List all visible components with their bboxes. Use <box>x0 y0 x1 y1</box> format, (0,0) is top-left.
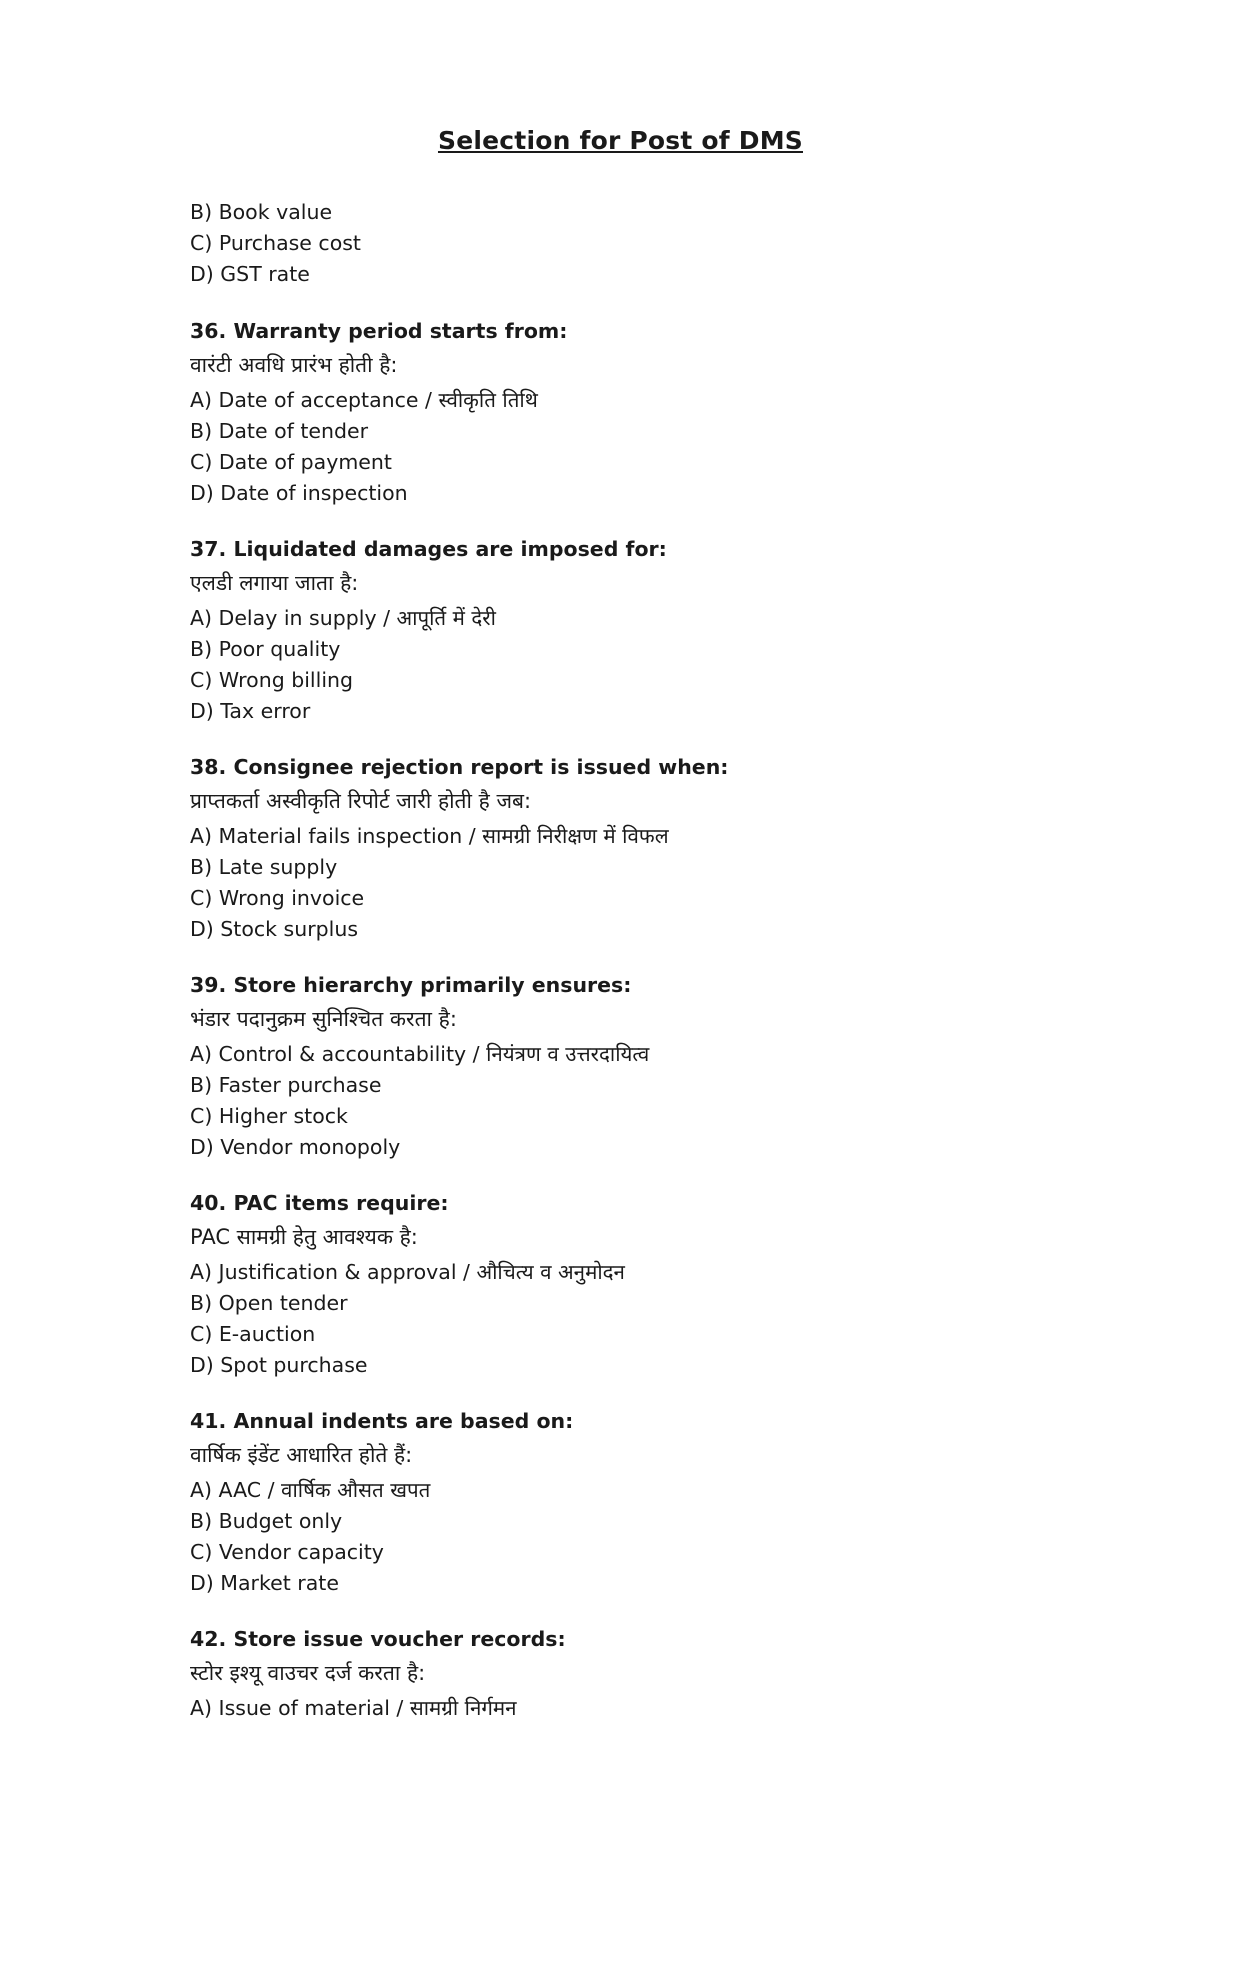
page-title: Selection for Post of DMS <box>437 126 803 155</box>
option-item: B) Poor quality <box>190 637 341 661</box>
question-block <box>190 1188 1091 1381</box>
option-item: C) Wrong billing <box>190 668 354 692</box>
option-item: D) Vendor monopoly <box>190 1135 401 1159</box>
question-block <box>190 534 1091 727</box>
question-text-hi: वारंटी अवधि प्रारंभ होती है: <box>190 353 398 377</box>
option-item: C) Wrong invoice <box>190 886 365 910</box>
question-block <box>190 970 1091 1163</box>
question-text-en: 41. Annual indents are based on: <box>190 1409 574 1433</box>
option-item: B) Book value <box>190 200 333 224</box>
option-item: C) E-auction <box>190 1322 316 1346</box>
option-item: D) Date of inspection <box>190 481 408 505</box>
option-item: B) Late supply <box>190 855 338 879</box>
option-item: B) Faster purchase <box>190 1073 382 1097</box>
option-item: D) Stock surplus <box>190 917 359 941</box>
question-block <box>190 1406 1091 1599</box>
option-item: C) Higher stock <box>190 1104 348 1128</box>
page-bottom-space <box>190 1749 1091 1909</box>
option-item: A) Control & accountability / नियंत्रण व उत्तरदायित्व <box>190 1042 650 1066</box>
question-text-hi: स्टोर इश्यू वाउचर दर्ज करता है: <box>190 1661 426 1685</box>
option-item: B) Date of tender <box>190 419 369 443</box>
question-text-hi: PAC सामग्री हेतु आवश्यक है: <box>190 1225 418 1249</box>
option-item: A) Delay in supply / आपूर्ति में देरी <box>190 606 496 630</box>
option-item: C) Purchase cost <box>190 231 361 255</box>
option-item: B) Budget only <box>190 1509 343 1533</box>
question-block <box>190 316 1091 509</box>
option-item: A) Date of acceptance / स्वीकृति तिथि <box>190 388 538 412</box>
question-text-hi: वार्षिक इंडेंट आधारित होते हैं: <box>190 1443 413 1467</box>
question-block <box>190 1624 1091 1724</box>
question-text-hi: भंडार पदानुक्रम सुनिश्चित करता है: <box>190 1007 457 1031</box>
option-item: A) AAC / वार्षिक औसत खपत <box>190 1478 431 1502</box>
option-item: A) Issue of material / सामग्री निर्गमन <box>190 1696 517 1720</box>
question-text-en: 39. Store hierarchy primarily ensures: <box>190 973 632 997</box>
question-text-en: 36. Warranty period starts from: <box>190 319 568 343</box>
option-item: A) Material fails inspection / सामग्री निरीक्षण में विफल <box>190 824 669 848</box>
option-item: B) Open tender <box>190 1291 348 1315</box>
option-item: C) Vendor capacity <box>190 1540 384 1564</box>
option-item: D) Market rate <box>190 1571 339 1595</box>
question-text-en: 40. PAC items require: <box>190 1191 449 1215</box>
question-text-en: 38. Consignee rejection report is issued when: <box>190 755 729 779</box>
option-item: D) Spot purchase <box>190 1353 368 1377</box>
option-item: D) Tax error <box>190 699 311 723</box>
option-item: C) Date of payment <box>190 450 392 474</box>
question-text-hi: एलडी लगाया जाता है: <box>190 571 359 595</box>
option-item: A) Justification & approval / औचित्य व अनुमोदन <box>190 1260 625 1284</box>
option-item: D) GST rate <box>190 262 310 286</box>
question-text-en: 37. Liquidated damages are imposed for: <box>190 537 667 561</box>
lead-options-list <box>190 197 1091 290</box>
question-text-en: 42. Store issue voucher records: <box>190 1627 566 1651</box>
question-block <box>190 752 1091 945</box>
question-text-hi: प्राप्तकर्ता अस्वीकृति रिपोर्ट जारी होती है जब: <box>190 789 532 813</box>
